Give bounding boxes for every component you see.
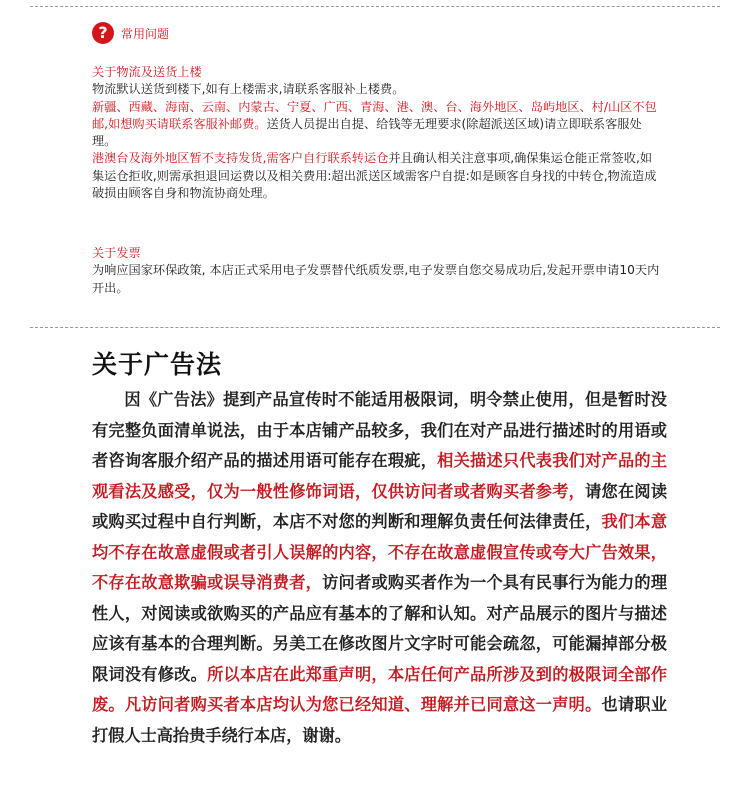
ad-law-red-2: 我们本意均不存在故意虚假或者引人误解的内容，不存在故意虚假宣传或夸大广告效果，不存在故意欺骗或误导消费者，	[92, 512, 668, 592]
invoice-text: 为响应国家环保政策, 本店正式采用电子发票替代纸质发票,电子发票自您交易成功后,发起开票申请10天内开出。	[92, 263, 660, 295]
faq-header	[92, 22, 169, 44]
regions-red-text: 新疆、西藏、海南、云南、内蒙古、宁夏、广西、青海、港、澳、台、海外地区、岛屿地区、村/山区不包邮,如想购买请联系客服补邮费。	[92, 99, 657, 131]
middle-divider	[30, 327, 720, 328]
ad-law-text-2: 请您在阅读或购买过程中自行判断，本店不对您的判断和理解负责任何法律责任，	[92, 481, 668, 531]
invoice-title: 关于发票	[92, 246, 141, 260]
logistics-regions	[92, 99, 662, 151]
logistics-section	[92, 64, 662, 202]
ad-law-paragraph	[92, 385, 667, 751]
invoice-section	[92, 245, 662, 297]
top-divider	[30, 6, 720, 7]
ad-law-red-1: 相关描述只代表我们对产品的主观看法及感受，仅为一般性修饰词语，仅供访问者或者购买者参考，	[92, 451, 668, 501]
ad-law-red-3: 所以本店在此郑重声明，本店任何产品所涉及到的极限词全部作废。凡访问者购买者本店均认为您已经知道、理解并已同意这一声明。	[92, 664, 668, 714]
ad-law-text-1: 因《广告法》提到产品宣传时不能适用极限词，明令禁止使用，但是暂时没有完整负面清单说法，由于本店铺产品较多，我们在对产品进行描述时的用语或者咨询客服介绍产品的描述用语可能存在瑕疵，	[92, 390, 667, 470]
logistics-title: 关于物流及送货上楼	[92, 65, 202, 79]
logistics-overseas	[92, 150, 662, 202]
logistics-line1: 物流默认送货到楼下,如有上楼需求,请联系客服补上楼费。	[92, 82, 405, 97]
overseas-red-text: 港澳台及海外地区暂不支持发货,需客户自行联系转运仓	[92, 151, 389, 166]
faq-title: 常用问题	[121, 26, 170, 41]
ad-law-text-4: 也请职业打假人士高抬贵手绕行本店，谢谢。	[92, 695, 668, 745]
ad-law-text-3: 访问者或购买者作为一个具有民事行为能力的理性人，对阅读或欲购买的产品应有基本的了解和认知。对产品展示的图片与描述应该有基本的合理判断。另美工在修改图片文字时可能会疏忽，可能漏掉部分极限词没有修改。	[92, 573, 668, 684]
ad-law-heading: 关于广告法	[92, 350, 223, 379]
regions-black-text: 送货人员提出自提、给钱等无理要求(除超派送区域)请立即联系客服处理。	[92, 116, 642, 149]
overseas-black-text: 并且确认相关注意事项,确保集运仓能正常签收,如集运仓拒收,则需承担退回运费以及相关费用:超出派送区域需客户自提:如是顾客自身找的中转仓,物流造成破损由顾客自身和物流协商处理。	[92, 151, 657, 201]
question-icon: ?	[92, 22, 114, 44]
